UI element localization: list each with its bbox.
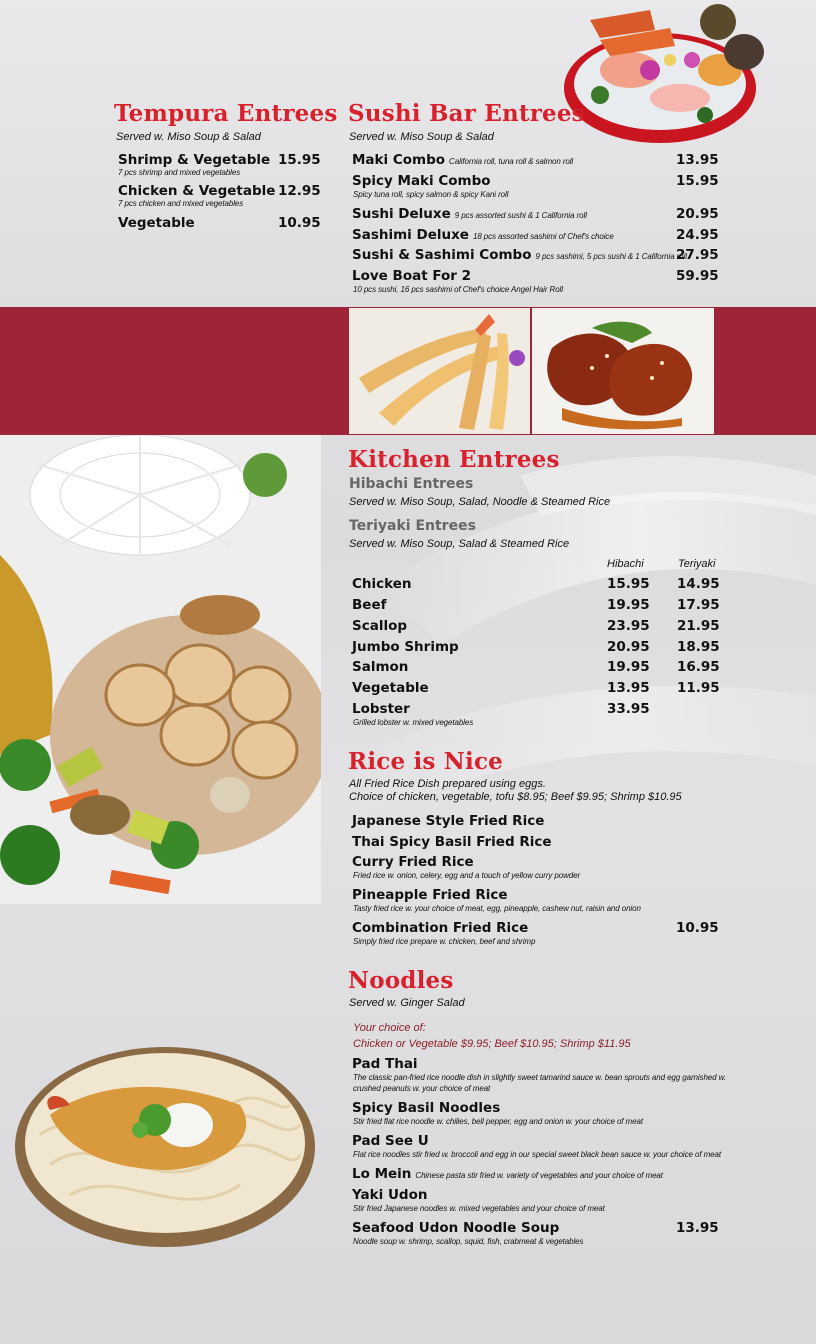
menu-item-name: Pad Thai <box>352 1056 418 1072</box>
menu-item-desc: 10 pcs sushi, 16 pcs sashimi of Chef's choice Angel Hair Roll <box>353 285 563 294</box>
hibachi-price: 23.95 <box>607 618 650 634</box>
shrimp-tempura-photo <box>349 308 530 434</box>
rice-note-eggs: All Fried Rice Dish prepared using eggs. <box>349 778 546 790</box>
menu-item-price: 24.95 <box>676 227 719 243</box>
menu-item-price: 20.95 <box>676 206 719 222</box>
hibachi-subtitle: Hibachi Entrees <box>349 476 474 492</box>
menu-item-name: Maki Combo California roll, tuna roll & salmon roll <box>352 152 574 168</box>
hibachi-note: Served w. Miso Soup, Salad, Noodle & Steamed Rice <box>349 496 611 508</box>
menu-item-desc: California roll, tuna roll & salmon roll <box>449 157 574 166</box>
teriyaki-note: Served w. Miso Soup, Salad & Steamed Rice <box>349 538 570 550</box>
menu-item-desc: 9 pcs assorted sushi & 1 California roll <box>454 211 587 220</box>
teriyaki-price: 17.95 <box>677 597 720 613</box>
teriyaki-price: 18.95 <box>677 639 720 655</box>
menu-item-desc: Noodle soup w. shrimp, scallop, squid, fish, crabmeat & vegetables <box>353 1237 584 1246</box>
menu-item-name: Vegetable <box>118 215 195 231</box>
menu-item-name: Jumbo Shrimp <box>352 639 459 655</box>
menu-item-name: Sushi & Sashimi Combo 9 pcs sashimi, 5 pcs sushi & 1 California roll <box>352 247 687 263</box>
menu-item-name: Pad See U <box>352 1133 429 1149</box>
menu-item-name: Sashimi Deluxe 18 pcs assorted sashimi of Chef's choice <box>352 227 614 243</box>
menu-item-price: 59.95 <box>676 268 719 284</box>
menu-item-desc: Flat rice noodles stir fried w. broccoli and egg in our special sweet black bean sauce w. your choice of meat <box>353 1150 721 1159</box>
menu-item-name: Scallop <box>352 618 408 634</box>
hibachi-price: 15.95 <box>607 576 650 592</box>
menu-item-name: Thai Spicy Basil Fried Rice <box>352 834 552 850</box>
hibachi-column-header: Hibachi <box>607 558 644 570</box>
menu-item-desc: Spicy tuna roll, spicy salmon & spicy Kani roll <box>353 190 509 199</box>
menu-item-desc: 7 pcs chicken and mixed vegetables <box>118 199 244 208</box>
menu-item-name: Combination Fried Rice <box>352 920 529 936</box>
menu-item-name: Shrimp & Vegetable <box>118 152 271 168</box>
teriyaki-salmon-photo <box>532 308 714 434</box>
teriyaki-price: 14.95 <box>677 576 720 592</box>
noodles-choice-prices: Chicken or Vegetable $9.95; Beef $10.95; Shrimp $11.95 <box>353 1038 631 1050</box>
teriyaki-price: 21.95 <box>677 618 720 634</box>
menu-item-price: 13.95 <box>676 1220 719 1236</box>
menu-item-name: Yaki Udon <box>352 1187 428 1203</box>
menu-item-desc: Chinese pasta stir fried w. variety of vegetables and your choice of meat <box>415 1171 663 1180</box>
menu-item-price: 15.95 <box>278 152 321 168</box>
hibachi-scallop-photo <box>0 435 321 904</box>
menu-item-desc: Stir fried flat rice noodle w. chilies, bell pepper, egg and onion w. your choice of meat <box>353 1117 643 1126</box>
hibachi-price: 19.95 <box>607 597 650 613</box>
teriyaki-price: 11.95 <box>677 680 720 696</box>
menu-item-price: 13.95 <box>676 152 719 168</box>
menu-item-price: 10.95 <box>278 215 321 231</box>
menu-item-name: Curry Fried Rice <box>352 854 474 870</box>
menu-item-desc: Stir fried Japanese noodles w. mixed vegetables and your choice of meat <box>353 1204 605 1213</box>
sushi-bar-section-title: Sushi Bar Entrees <box>348 100 585 127</box>
menu-item-name: Beef <box>352 597 387 613</box>
tempura-note: Served w. Miso Soup & Salad <box>116 131 261 143</box>
menu-item-name: Chicken & Vegetable <box>118 183 276 199</box>
menu-item-name: Japanese Style Fried Rice <box>352 813 545 829</box>
menu-item-desc: crushed peanuts w. your choice of meat <box>353 1084 491 1093</box>
menu-item-name: Chicken <box>352 576 412 592</box>
menu-item-price: 10.95 <box>676 920 719 936</box>
tempura-section-title: Tempura Entrees <box>114 100 338 127</box>
menu-item-desc: 9 pcs sashimi, 5 pcs sushi & 1 California roll <box>535 252 687 261</box>
menu-item-desc: Tasty fried rice w. your choice of meat, egg, pineapple, cashew nut, raisin and onion <box>353 904 641 913</box>
tempura-udon-photo <box>10 1035 320 1250</box>
menu-item-desc: The classic pan-fried rice noodle dish in slightly sweet tamarind sauce w. bean sprouts and egg garnished w. <box>353 1073 726 1082</box>
hibachi-price: 13.95 <box>607 680 650 696</box>
noodles-choice-label: Your choice of: <box>353 1022 426 1034</box>
menu-item-name: Spicy Maki Combo <box>352 173 491 189</box>
menu-item-desc: Fried rice w. onion, celery, egg and a touch of yellow curry powder <box>353 871 581 880</box>
noodles-section-title: Noodles <box>348 967 454 994</box>
rice-section-title: Rice is Nice <box>348 748 503 775</box>
menu-item-name: Lobster <box>352 701 410 717</box>
menu-item-desc: Simply fried rice prepare w. chicken, beef and shrimp <box>353 937 536 946</box>
hibachi-price: 19.95 <box>607 659 650 675</box>
menu-item-price: 27.95 <box>676 247 719 263</box>
menu-item-price: 15.95 <box>676 173 719 189</box>
menu-item-desc: Grilled lobster w. mixed vegetables <box>353 718 474 727</box>
menu-item-name: Sushi Deluxe 9 pcs assorted sushi & 1 California roll <box>352 206 587 222</box>
menu-item-name: Love Boat For 2 <box>352 268 472 284</box>
hibachi-price: 33.95 <box>607 701 650 717</box>
kitchen-section-title: Kitchen Entrees <box>348 446 560 473</box>
teriyaki-column-header: Teriyaki <box>678 558 716 570</box>
sushi-platter-photo <box>560 0 770 150</box>
menu-item-name: Pineapple Fried Rice <box>352 887 508 903</box>
noodles-note: Served w. Ginger Salad <box>349 997 465 1009</box>
menu-item-price: 12.95 <box>278 183 321 199</box>
teriyaki-price: 16.95 <box>677 659 720 675</box>
sushi-bar-note: Served w. Miso Soup & Salad <box>349 131 494 143</box>
menu-item-name: Spicy Basil Noodles <box>352 1100 501 1116</box>
menu-item-desc: 7 pcs shrimp and mixed vegetables <box>118 168 241 177</box>
menu-item-name: Lo Mein Chinese pasta stir fried w. variety of vegetables and your choice of meat <box>352 1166 663 1182</box>
menu-item-name: Seafood Udon Noodle Soup <box>352 1220 560 1236</box>
rice-note-choice: Choice of chicken, vegetable, tofu $8.95; Beef $9.95; Shrimp $10.95 <box>349 791 682 803</box>
hibachi-price: 20.95 <box>607 639 650 655</box>
menu-item-desc: 18 pcs assorted sashimi of Chef's choice <box>472 232 614 241</box>
menu-item-name: Salmon <box>352 659 409 675</box>
menu-item-name: Vegetable <box>352 680 429 696</box>
teriyaki-subtitle: Teriyaki Entrees <box>349 518 476 534</box>
